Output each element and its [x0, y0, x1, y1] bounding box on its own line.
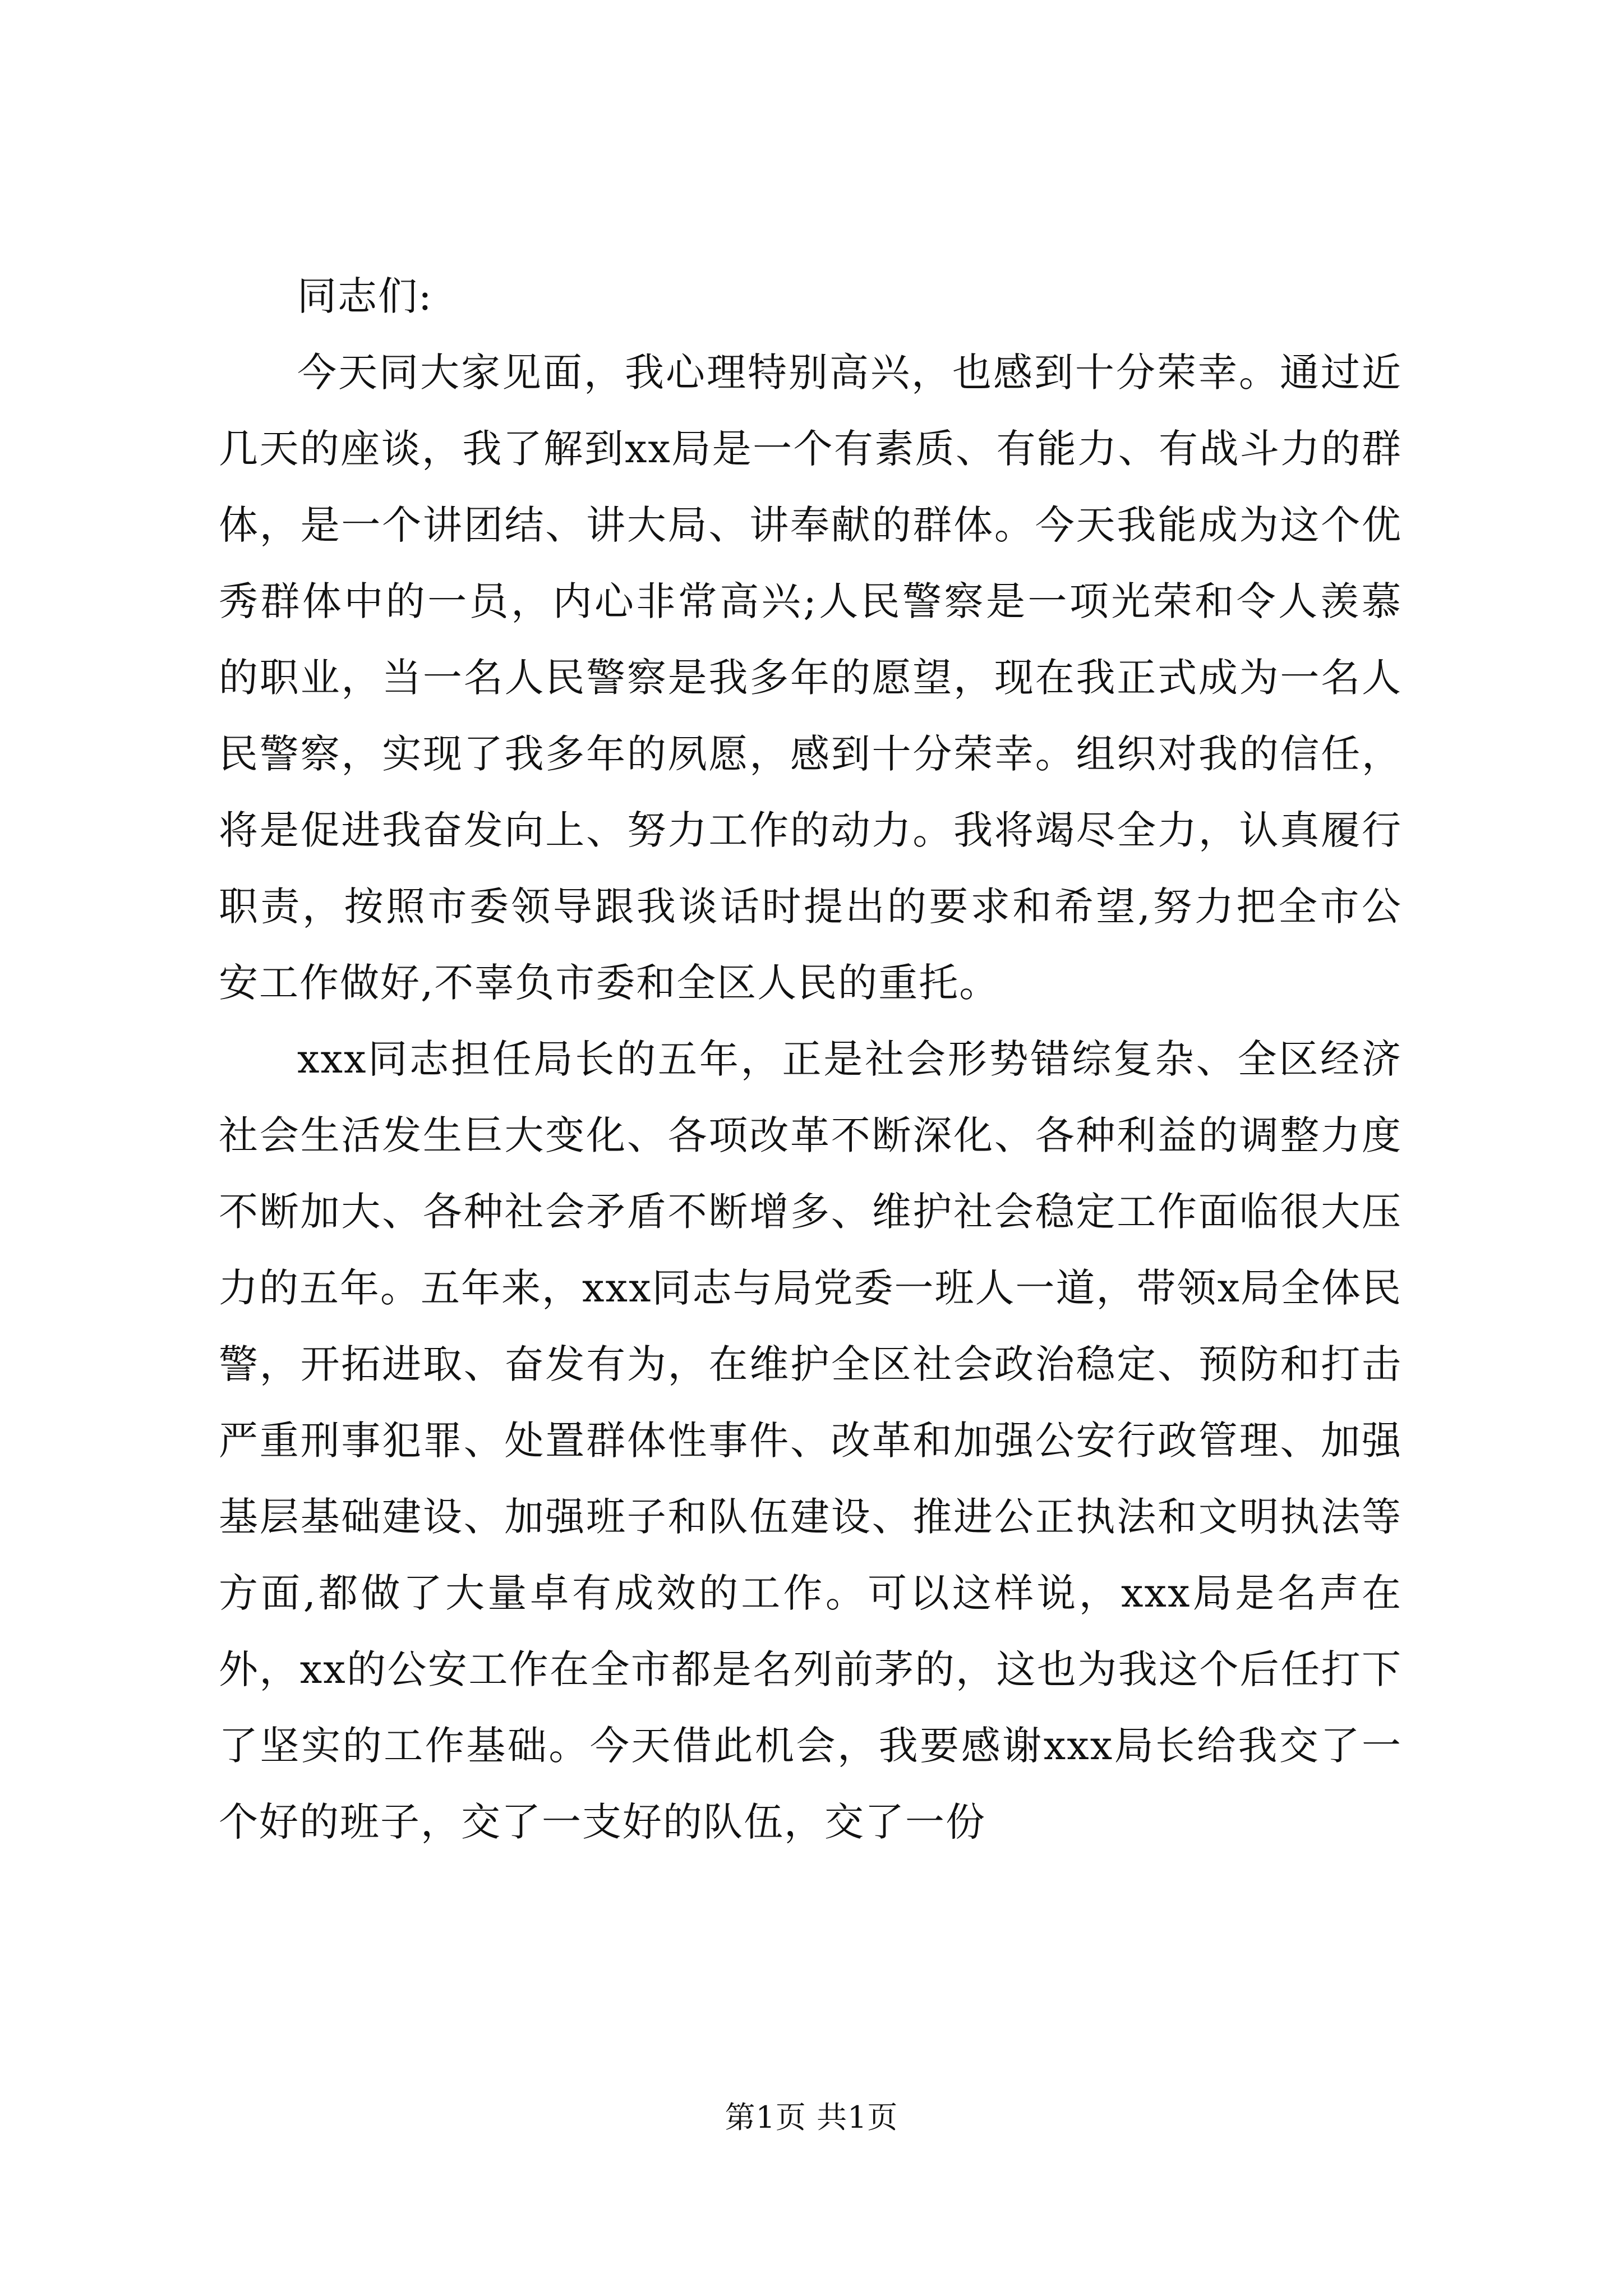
paragraph-1: 今天同大家见面，我心理特别高兴，也感到十分荣幸。通过近几天的座谈，我了解到xx局是一个有素质、有能力、有战斗力的群体，是一个讲团结、讲大局、讲奉献的群体。今天我能成为这个优秀群体中的一员，内心非常高兴;人民警察是一项光荣和令人羡慕的职业，当一名人民警察是我多年的愿望，现在我正式成为一名人民警察，实现了我多年的夙愿，感到十分荣幸。组织对我的信任，将是促进我奋发向上、努力工作的动力。我将竭尽全力，认真履行职责，按照市委领导跟我谈话时提出的要求和希望,努力把全市公安工作做好,不辜负市委和全区人民的重托。: [219, 349, 1402, 1006]
page-footer: 第1页 共1页: [725, 2100, 898, 2135]
document-body: [219, 258, 1402, 1860]
paragraph-2: xxx同志担任局长的五年，正是社会形势错综复杂、全区经济社会生活发生巨大变化、各项改革不断深化、各种利益的调整力度不断加大、各种社会矛盾不断增多、维护社会稳定工作面临很大压力的五年。五年来，xxx同志与局党委一班人一道，带领x局全体民警，开拓进取、奋发有为，在维护全区社会政治稳定、预防和打击严重刑事犯罪、处置群体性事件、改革和加强公安行政管理、加强基层基础建设、加强班子和队伍建设、推进公正执法和文明执法等方面,都做了大量卓有成效的工作。可以这样说，xxx局是名声在外，xx的公安工作在全市都是名列前茅的，这也为我这个后任打下了坚实的工作基础。今天借此机会，我要感谢xxx局长给我交了一个好的班子，交了一支好的队伍，交了一份: [219, 1036, 1402, 1845]
salutation: 同志们:: [297, 273, 433, 319]
